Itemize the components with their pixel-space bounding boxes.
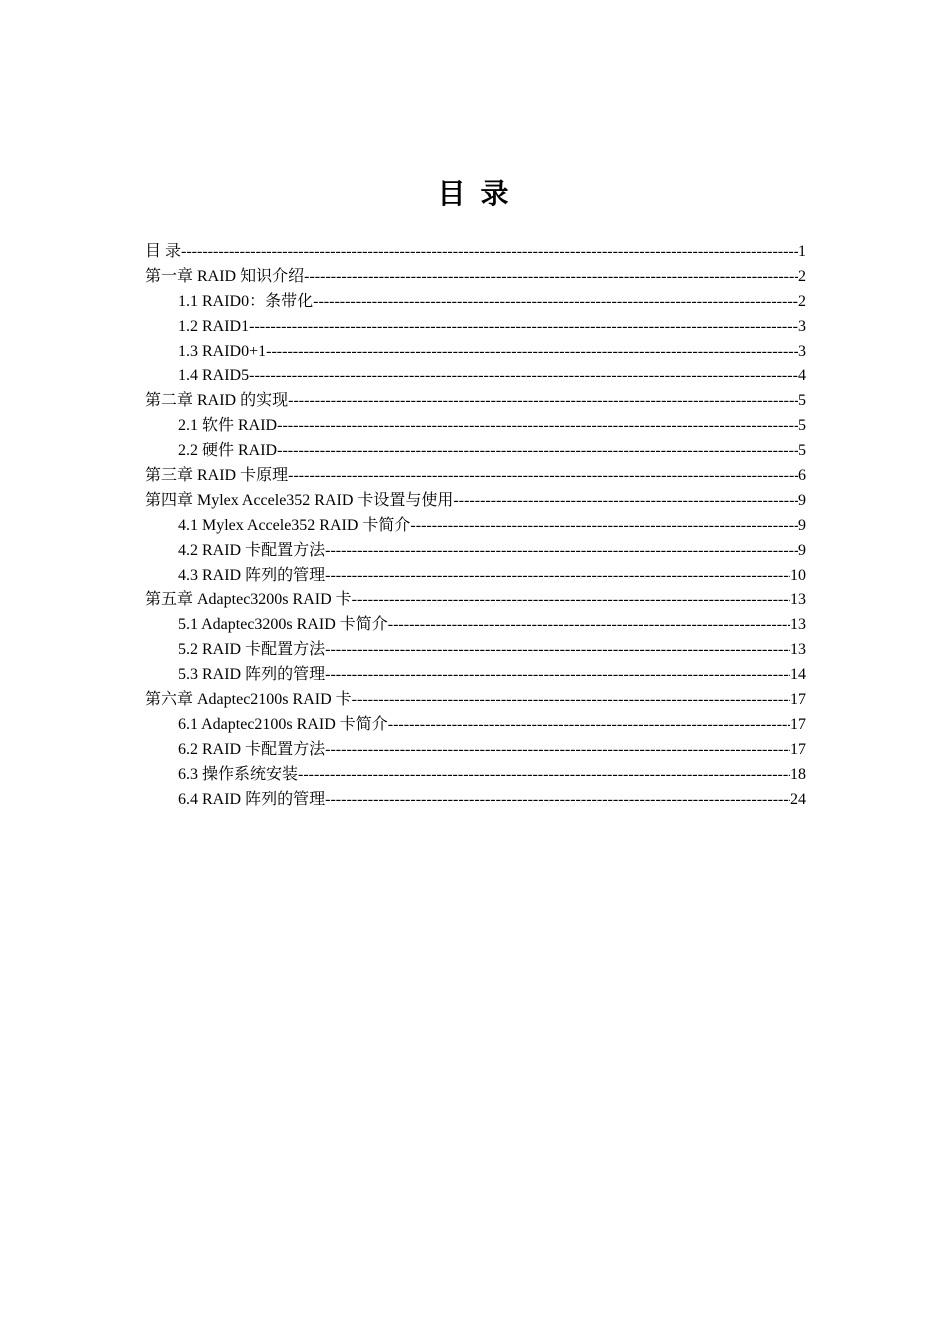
toc-entry-title: 1.1 RAID0：条带化 [178, 292, 314, 310]
toc-entry-title: 2.2 硬件 RAID [178, 442, 278, 460]
toc-entry[interactable] [145, 514, 806, 539]
toc-dot-leader [388, 713, 790, 738]
toc-entry[interactable] [145, 688, 806, 713]
toc-entry-page-number: 1 [798, 243, 806, 260]
toc-entry[interactable] [145, 489, 806, 514]
toc-entry[interactable] [145, 439, 806, 464]
toc-dot-leader [410, 514, 798, 539]
toc-entry-page-number: 17 [790, 740, 806, 758]
toc-dot-leader [313, 290, 798, 315]
toc-dot-leader [453, 489, 798, 514]
toc-entry[interactable] [145, 713, 806, 738]
toc-dot-leader [325, 663, 790, 688]
toc-entry-page-number: 4 [798, 367, 806, 385]
toc-entry[interactable] [145, 564, 806, 589]
toc-entry-title: 4.1 Mylex Accele352 RAID 卡简介 [178, 516, 411, 534]
toc-entry-title: 第五章 Adaptec3200s RAID 卡 [145, 591, 352, 609]
toc-entry[interactable] [145, 364, 806, 389]
toc-entry-page-number: 5 [798, 417, 806, 435]
toc-dot-leader [249, 364, 798, 389]
toc-entry-title: 第二章 RAID 的实现 [145, 392, 289, 410]
toc-entry-page-number: 9 [798, 516, 806, 534]
toc-entry-page-number: 5 [798, 392, 806, 410]
toc-entry-page-number: 24 [790, 790, 806, 808]
toc-dot-leader [181, 240, 798, 265]
toc-entry[interactable] [145, 663, 806, 688]
page-title: 目 录 [437, 179, 513, 210]
toc-dot-leader [325, 738, 790, 763]
toc-entry[interactable] [145, 613, 806, 638]
toc-entry-title: 第一章 RAID 知识介绍 [145, 267, 305, 285]
toc-entry[interactable] [145, 788, 806, 813]
toc-entry-page-number: 3 [798, 317, 806, 335]
toc-dot-leader [304, 265, 798, 290]
toc-entry-title: 6.2 RAID 卡配置方法 [178, 740, 326, 758]
toc-entry-title: 1.4 RAID5 [178, 367, 250, 385]
toc-dot-leader [277, 414, 798, 439]
toc-dot-leader [325, 539, 798, 564]
toc-entry-page-number: 5 [798, 442, 806, 460]
toc-entry-title: 目 录 [145, 243, 182, 260]
toc-entry-page-number: 18 [790, 765, 806, 783]
toc-dot-leader [352, 688, 790, 713]
toc-dot-leader [352, 588, 790, 613]
toc-entry[interactable] [145, 638, 806, 663]
toc-entry-title: 5.3 RAID 阵列的管理 [178, 666, 326, 684]
table-of-contents [145, 240, 806, 812]
toc-entry[interactable] [145, 763, 806, 788]
toc-entry-title: 2.1 软件 RAID [178, 417, 278, 435]
toc-entry-title: 6.3 操作系统安装 [178, 765, 299, 783]
toc-entry-page-number: 3 [798, 342, 806, 360]
toc-entry-title: 第三章 RAID 卡原理 [145, 467, 289, 485]
toc-dot-leader [325, 564, 790, 589]
toc-dot-leader [277, 439, 798, 464]
toc-entry-title: 4.2 RAID 卡配置方法 [178, 541, 326, 559]
toc-entry[interactable] [145, 290, 806, 315]
toc-dot-leader [266, 340, 798, 365]
toc-entry-page-number: 10 [790, 566, 806, 584]
toc-entry[interactable] [145, 389, 806, 414]
toc-entry-page-number: 6 [798, 467, 806, 485]
toc-entry[interactable] [145, 588, 806, 613]
toc-entry-title: 第四章 Mylex Accele352 RAID 卡设置与使用 [145, 491, 454, 509]
toc-dot-leader [298, 763, 790, 788]
toc-dot-leader [325, 788, 790, 813]
toc-entry-page-number: 2 [798, 267, 806, 285]
toc-entry-page-number: 13 [790, 641, 806, 659]
toc-entry[interactable] [145, 738, 806, 763]
toc-entry-page-number: 13 [790, 591, 806, 609]
toc-dot-leader [388, 613, 790, 638]
toc-dot-leader [249, 315, 798, 340]
toc-entry-title: 6.1 Adaptec2100s RAID 卡简介 [178, 715, 388, 733]
toc-entry[interactable] [145, 340, 806, 365]
toc-entry-page-number: 2 [798, 292, 806, 310]
toc-dot-leader [288, 464, 798, 489]
toc-entry-title: 1.3 RAID0+1 [178, 342, 267, 360]
toc-entry-title: 6.4 RAID 阵列的管理 [178, 790, 326, 808]
toc-entry-page-number: 9 [798, 541, 806, 559]
toc-entry[interactable] [145, 464, 806, 489]
toc-entry-title: 第六章 Adaptec2100s RAID 卡 [145, 691, 352, 709]
toc-entry-page-number: 17 [790, 691, 806, 709]
toc-entry-title: 5.2 RAID 卡配置方法 [178, 641, 326, 659]
toc-entry[interactable] [145, 240, 806, 265]
toc-entry[interactable] [145, 265, 806, 290]
toc-entry[interactable] [145, 539, 806, 564]
toc-entry[interactable] [145, 414, 806, 439]
toc-entry-page-number: 13 [790, 616, 806, 634]
toc-dot-leader [325, 638, 790, 663]
toc-entry-title: 1.2 RAID1 [178, 317, 250, 335]
toc-dot-leader [288, 389, 798, 414]
toc-entry-page-number: 14 [790, 666, 806, 684]
toc-entry-page-number: 9 [798, 491, 806, 509]
toc-entry-page-number: 17 [790, 715, 806, 733]
toc-entry-title: 4.3 RAID 阵列的管理 [178, 566, 326, 584]
toc-entry[interactable] [145, 315, 806, 340]
toc-entry-title: 5.1 Adaptec3200s RAID 卡简介 [178, 616, 388, 634]
